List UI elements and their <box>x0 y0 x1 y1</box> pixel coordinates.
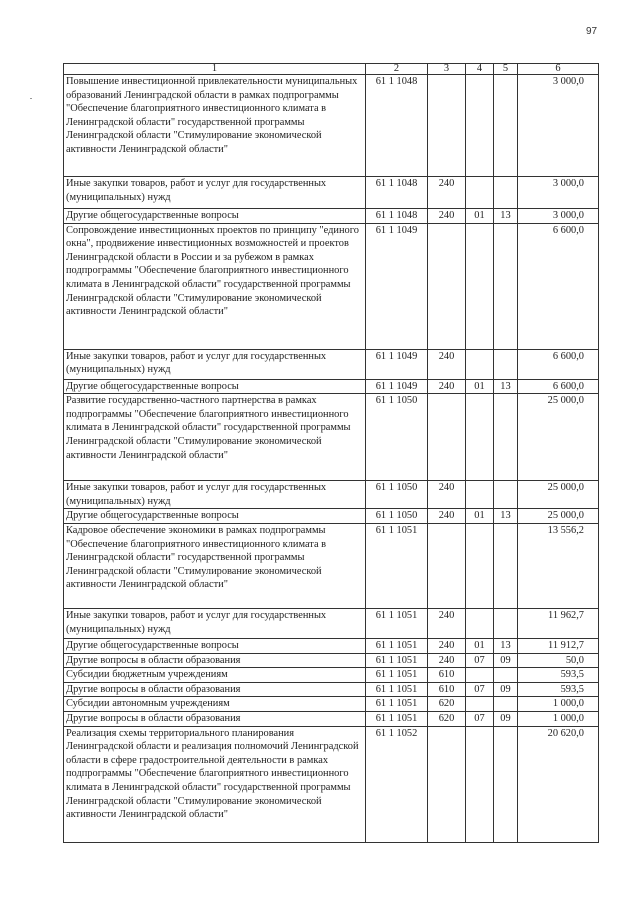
section-code: 07 <box>466 682 494 697</box>
row-name: Другие общегосударственные вопросы <box>64 379 366 394</box>
budget-table <box>63 63 599 843</box>
expense-type-code: 240 <box>428 509 466 524</box>
section-code <box>466 697 494 712</box>
target-article-code: 61 1 1051 <box>366 682 428 697</box>
column-header: 6 <box>518 64 599 75</box>
target-article-code: 61 1 1048 <box>366 209 428 224</box>
expense-type-code: 240 <box>428 379 466 394</box>
section-code <box>466 523 494 608</box>
amount: 3 000,0 <box>518 209 599 224</box>
page-number: 97 <box>586 26 598 37</box>
subsection-code <box>494 481 518 509</box>
table-row <box>64 177 599 209</box>
amount: 50,0 <box>518 653 599 668</box>
target-article-code: 61 1 1048 <box>366 75 428 177</box>
subsection-code: 13 <box>494 638 518 653</box>
target-article-code: 61 1 1051 <box>366 697 428 712</box>
row-name: Другие общегосударственные вопросы <box>64 209 366 224</box>
subsection-code <box>494 177 518 209</box>
amount: 1 000,0 <box>518 711 599 726</box>
target-article-code: 61 1 1051 <box>366 668 428 683</box>
target-article-code: 61 1 1051 <box>366 608 428 638</box>
expense-type-code <box>428 75 466 177</box>
section-code: 01 <box>466 209 494 224</box>
section-code: 01 <box>466 509 494 524</box>
subsection-code <box>494 668 518 683</box>
section-code: 01 <box>466 379 494 394</box>
subsection-code: 09 <box>494 653 518 668</box>
subsection-code: 09 <box>494 711 518 726</box>
amount: 6 600,0 <box>518 349 599 379</box>
section-code <box>466 349 494 379</box>
column-header: 3 <box>428 64 466 75</box>
amount: 20 620,0 <box>518 726 599 842</box>
section-code: 07 <box>466 711 494 726</box>
amount: 13 556,2 <box>518 523 599 608</box>
section-code <box>466 394 494 481</box>
target-article-code: 61 1 1051 <box>366 638 428 653</box>
subsection-code <box>494 697 518 712</box>
section-code <box>466 177 494 209</box>
row-name: Другие общегосударственные вопросы <box>64 509 366 524</box>
subsection-code <box>494 608 518 638</box>
section-code: 07 <box>466 653 494 668</box>
subsection-code: 13 <box>494 209 518 224</box>
row-name: Иные закупки товаров, работ и услуг для государственных (муниципальных) нужд <box>64 608 366 638</box>
expense-type-code: 620 <box>428 711 466 726</box>
table-row <box>64 608 599 638</box>
amount: 6 600,0 <box>518 223 599 349</box>
section-code: 01 <box>466 638 494 653</box>
amount: 25 000,0 <box>518 509 599 524</box>
row-name: Субсидии автономным учреждениям <box>64 697 366 712</box>
target-article-code: 61 1 1051 <box>366 711 428 726</box>
amount: 593,5 <box>518 682 599 697</box>
row-name: Другие вопросы в области образования <box>64 711 366 726</box>
expense-type-code: 240 <box>428 638 466 653</box>
expense-type-code <box>428 726 466 842</box>
row-name: Развитие государственно-частного партнерства в рамках подпрограммы "Обеспечение благоприятного инвестиционного климата в Ленинградской области" государственной программы Ленинградской области "Стимулирование экономической активности Ленинградской области" <box>64 394 366 481</box>
subsection-code <box>494 349 518 379</box>
table-row <box>64 223 599 349</box>
table-row <box>64 711 599 726</box>
section-code <box>466 668 494 683</box>
target-article-code: 61 1 1051 <box>366 523 428 608</box>
subsection-code <box>494 523 518 608</box>
table-row <box>64 75 599 177</box>
section-code <box>466 75 494 177</box>
expense-type-code: 240 <box>428 608 466 638</box>
amount: 11 962,7 <box>518 608 599 638</box>
subsection-code: 13 <box>494 379 518 394</box>
row-name: Другие вопросы в области образования <box>64 653 366 668</box>
amount: 3 000,0 <box>518 177 599 209</box>
amount: 25 000,0 <box>518 394 599 481</box>
scan-mark <box>30 98 32 99</box>
expense-type-code: 240 <box>428 481 466 509</box>
row-name: Повышение инвестиционной привлекательности муниципальных образований Ленинградской области в рамках подпрограммы "Обеспечение благоприятного инвестиционного климата в Ленинградской области" государственной программы Ленинградской области "Стимулирование экономической активности Ленинградской области" <box>64 75 366 177</box>
row-name: Кадровое обеспечение экономики в рамках подпрограммы "Обеспечение благоприятного инвестиционного климата в Ленинградской области" государственной программы Ленинградской области "Стимулирование экономической активности Ленинградской области" <box>64 523 366 608</box>
expense-type-code: 610 <box>428 668 466 683</box>
expense-type-code <box>428 223 466 349</box>
target-article-code: 61 1 1048 <box>366 177 428 209</box>
expense-type-code <box>428 523 466 608</box>
table-row <box>64 209 599 224</box>
expense-type-code: 240 <box>428 349 466 379</box>
amount: 3 000,0 <box>518 75 599 177</box>
expense-type-code: 240 <box>428 209 466 224</box>
subsection-code <box>494 394 518 481</box>
row-name: Другие общегосударственные вопросы <box>64 638 366 653</box>
row-name: Сопровождение инвестиционных проектов по принципу "единого окна", продвижение инвестиционных возможностей и проектов Ленинградской области в России и за рубежом в рамках подпрограммы "Обеспечение благоприятного инвестиционного климата в Ленинградской области" государственной программы Ленинградской области "Стимулирование экономической активности Ленинградской области" <box>64 223 366 349</box>
table-row <box>64 668 599 683</box>
row-name: Иные закупки товаров, работ и услуг для государственных (муниципальных) нужд <box>64 177 366 209</box>
column-number-row <box>64 64 599 75</box>
column-header: 1 <box>64 64 366 75</box>
row-name: Другие вопросы в области образования <box>64 682 366 697</box>
table-row <box>64 379 599 394</box>
subsection-code: 13 <box>494 509 518 524</box>
target-article-code: 61 1 1050 <box>366 509 428 524</box>
target-article-code: 61 1 1049 <box>366 223 428 349</box>
section-code <box>466 608 494 638</box>
row-name: Реализация схемы территориального планирования Ленинградской области и реализация полномочий Ленинградской области в сфере градостроительной деятельности в рамках подпрограммы "Обеспечение благоприятного инвестиционного климата в Ленинградской области" государственной программы Ленинградской области "Стимулирование экономической активности Ленинградской области" <box>64 726 366 842</box>
section-code <box>466 481 494 509</box>
section-code <box>466 223 494 349</box>
target-article-code: 61 1 1049 <box>366 349 428 379</box>
table-row <box>64 726 599 842</box>
expense-type-code: 240 <box>428 177 466 209</box>
row-name: Иные закупки товаров, работ и услуг для государственных (муниципальных) нужд <box>64 349 366 379</box>
table-row <box>64 682 599 697</box>
table-row <box>64 481 599 509</box>
subsection-code <box>494 223 518 349</box>
row-name: Субсидии бюджетным учреждениям <box>64 668 366 683</box>
table-row <box>64 509 599 524</box>
target-article-code: 61 1 1051 <box>366 653 428 668</box>
subsection-code <box>494 75 518 177</box>
expense-type-code: 620 <box>428 697 466 712</box>
expense-type-code <box>428 394 466 481</box>
target-article-code: 61 1 1052 <box>366 726 428 842</box>
column-header: 4 <box>466 64 494 75</box>
target-article-code: 61 1 1049 <box>366 379 428 394</box>
target-article-code: 61 1 1050 <box>366 481 428 509</box>
table-row <box>64 653 599 668</box>
column-header: 2 <box>366 64 428 75</box>
target-article-code: 61 1 1050 <box>366 394 428 481</box>
amount: 593,5 <box>518 668 599 683</box>
column-header: 5 <box>494 64 518 75</box>
expense-type-code: 610 <box>428 682 466 697</box>
row-name: Иные закупки товаров, работ и услуг для государственных (муниципальных) нужд <box>64 481 366 509</box>
table-row <box>64 638 599 653</box>
expense-type-code: 240 <box>428 653 466 668</box>
table-row <box>64 523 599 608</box>
table-row <box>64 394 599 481</box>
section-code <box>466 726 494 842</box>
amount: 1 000,0 <box>518 697 599 712</box>
table-row <box>64 349 599 379</box>
subsection-code: 09 <box>494 682 518 697</box>
table-row <box>64 697 599 712</box>
amount: 25 000,0 <box>518 481 599 509</box>
subsection-code <box>494 726 518 842</box>
amount: 11 912,7 <box>518 638 599 653</box>
amount: 6 600,0 <box>518 379 599 394</box>
